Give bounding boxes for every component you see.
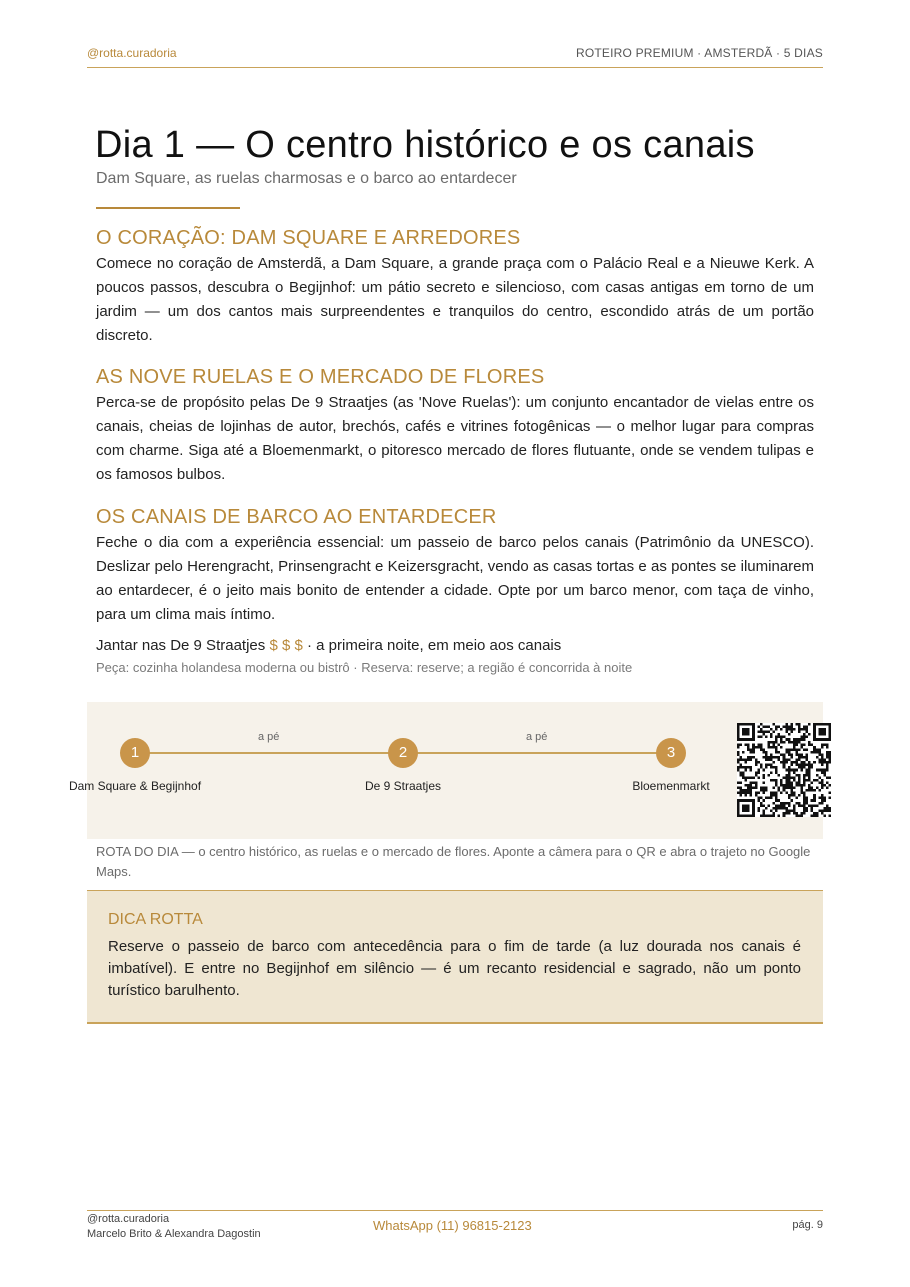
section-nove-ruelas <box>96 365 814 487</box>
section-heading: AS NOVE RUELAS E O MERCADO DE FLORES <box>96 366 545 388</box>
route-caption: ROTA DO DIA — o centro histórico, as ruelas e o mercado de flores. Aponte a câmera para o QR e abra o trajeto no Google Maps. <box>96 844 811 879</box>
route-stop-marker: 2 <box>388 738 418 768</box>
route-map <box>68 702 823 839</box>
page-number: pág. 9 <box>792 1219 823 1231</box>
route-leg-mode: a pé <box>258 731 280 743</box>
whatsapp-link[interactable]: WhatsApp (11) 96815-2123 <box>373 1218 532 1233</box>
section-body: Comece no coração de Amsterdã, a Dam Square, a grande praça com o Palácio Real e a Nieuwe Kerk. A poucos passos, descubra o Begijnhof: um pátio secreto e silencioso, com casas antigas em torno de um jardim — um dos cantos mais surpreendentes e tranquilos do centro, escondido atrás de um portão discreto. <box>96 255 814 344</box>
route-stop-name: De 9 Straatjes <box>364 779 442 793</box>
qr-code-icon[interactable] <box>737 723 831 817</box>
tip-box <box>87 890 823 1024</box>
section-heading: OS CANAIS DE BARCO AO ENTARDECER <box>96 506 497 528</box>
section-heading: O CORAÇÃO: DAM SQUARE E ARREDORES <box>96 227 521 249</box>
section-body: Perca-se de propósito pelas De 9 Straatjes (as 'Nove Ruelas'): um conjunto encantador de vielas entre os canais, cheias de lojinhas de autor, brechós, cafés e vitrines fotogênicas — o melhor lugar para compras com charme. Siga até a Bloemenmarkt, o pitoresco mercado de flores flutuante, onde se vendem tulipas e os famosos bulbos. <box>96 394 814 483</box>
dinner-note: · a primeira noite, em meio aos canais <box>306 637 562 654</box>
route-leg-line <box>403 752 671 754</box>
dinner-label: Jantar nas De 9 Straatjes <box>96 637 266 654</box>
page-footer <box>87 1210 823 1251</box>
tip-heading: DICA ROTTA <box>108 911 203 928</box>
route-stop-marker: 3 <box>656 738 686 768</box>
route-leg-line <box>135 752 403 754</box>
section-body: Feche o dia com a experiência essencial: um passeio de barco pelos canais (Patrimônio da UNESCO). Deslizar pelo Herengracht, Prinsengracht e Keizersgracht, vendo as casas tortas e as pontes se iluminarem ao entardecer, é o jeito mais bonito de entender a cidade. Opte por um barco menor, com taça de vinho, para um clima mais íntimo. <box>96 534 814 623</box>
title-divider <box>96 207 240 209</box>
header-guide-title: ROTEIRO PREMIUM · AMSTERDÃ · 5 DIAS <box>575 46 823 60</box>
section-canais <box>96 505 814 627</box>
route-stop-name: Bloemenmarkt <box>632 779 710 793</box>
day-title: Dia 1 — O centro histórico e os canais <box>95 124 755 166</box>
tip-body: Reserve o passeio de barco com antecedência para o fim de tarde (a luz dourada nos canais é imbatível). E entre no Begijnhof em silêncio — é um recanto residencial e sagrado, não um ponto turístico barulhento. <box>108 938 801 999</box>
footer-authors: Marcelo Brito & Alexandra Dagostin <box>87 1228 261 1240</box>
dinner-details: Peça: cozinha holandesa moderna ou bistrô · Reserva: reserve; a região é concorrida à noite <box>96 660 633 675</box>
page-header <box>87 46 823 68</box>
route-stop-marker: 1 <box>120 738 150 768</box>
day-subtitle: Dam Square, as ruelas charmosas e o barco ao entardecer <box>96 170 517 187</box>
route-leg-mode: a pé <box>526 731 548 743</box>
footer-handle: @rotta.curadoria <box>87 1213 170 1225</box>
header-handle: @rotta.curadoria <box>87 46 177 60</box>
section-dam-square <box>96 226 814 348</box>
route-stop-name: Dam Square & Begijnhof <box>68 779 202 793</box>
price-level: $ $ $ <box>269 637 303 654</box>
dinner-recommendation <box>96 637 561 654</box>
